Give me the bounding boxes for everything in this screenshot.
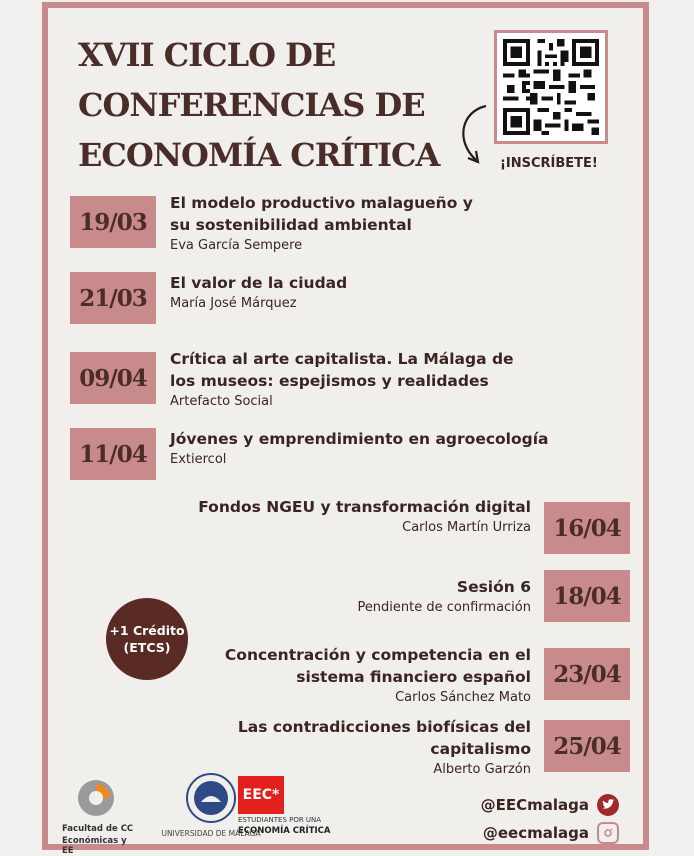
instagram-handle[interactable] — [483, 822, 619, 844]
university-seal-icon — [185, 772, 237, 824]
date-badge: 25/04 — [544, 720, 630, 772]
talk-speaker: Pendiente de confirmación — [357, 600, 531, 615]
talk-title: los museos: espejismos y realidades — [170, 372, 489, 390]
talk-title: Las contradicciones biofísicas del — [237, 718, 531, 736]
talk-item — [170, 272, 347, 313]
register-cta[interactable]: ¡INSCRÍBETE! — [500, 156, 598, 171]
qr-code[interactable] — [494, 30, 608, 144]
talk-speaker: Alberto Garzón — [433, 762, 531, 777]
talk-title: sistema financiero español — [296, 668, 531, 686]
talk-speaker: Extiercol — [170, 452, 227, 467]
talk-item — [238, 716, 531, 779]
talk-item — [170, 428, 549, 469]
date-badge: 09/04 — [70, 352, 156, 404]
talk-title: capitalismo — [430, 740, 531, 758]
talk-speaker: Artefacto Social — [170, 394, 273, 409]
curved-arrow-icon — [452, 100, 492, 170]
credit-badge — [106, 598, 188, 680]
faculty-mark-icon — [76, 778, 116, 818]
credit-label: +1 Crédito — [109, 623, 185, 638]
twitter-handle-text: @EECmalaga — [480, 796, 589, 814]
faculty-name: Facultad de CC — [62, 824, 134, 834]
talk-item — [225, 644, 531, 707]
poster-title — [78, 30, 438, 180]
talk-item — [170, 192, 473, 255]
title-line: ECONOMÍA CRÍTICA — [78, 136, 440, 174]
date-badge: 18/04 — [544, 570, 630, 622]
eec-mark: EEC* — [238, 776, 284, 814]
date-badge: 23/04 — [544, 648, 630, 700]
talk-speaker: María José Márquez — [170, 296, 297, 311]
twitter-handle[interactable] — [481, 794, 619, 816]
talk-speaker: Carlos Martín Urriza — [402, 520, 531, 535]
talk-item — [357, 576, 531, 617]
faculty-logo — [62, 778, 138, 856]
eec-logo — [238, 776, 331, 836]
talk-item — [198, 496, 531, 537]
eec-name: ESTUDIANTES POR UNA — [238, 816, 322, 824]
talk-title: El valor de la ciudad — [170, 274, 348, 292]
instagram-icon — [597, 822, 619, 844]
talk-title: su sostenibilidad ambiental — [170, 216, 412, 234]
talk-title: Crítica al arte capitalista. La Málaga de — [170, 350, 514, 368]
poster — [48, 8, 643, 856]
date-badge: 16/04 — [544, 502, 630, 554]
talk-title: Jóvenes y emprendimiento en agroecología — [170, 430, 549, 448]
date-badge: 19/03 — [70, 196, 156, 248]
poster-frame — [42, 2, 649, 856]
talk-title: Fondos NGEU y transformación digital — [198, 498, 531, 516]
title-line: XVII CICLO DE — [78, 36, 336, 74]
university-name: UNIVERSIDAD DE MÁLAGA — [161, 829, 261, 838]
date-badge: 21/03 — [70, 272, 156, 324]
title-line: CONFERENCIAS DE — [78, 86, 425, 124]
talk-title: El modelo productivo malagueño y — [170, 194, 473, 212]
talk-speaker: Eva García Sempere — [170, 238, 303, 253]
talk-item — [170, 348, 514, 411]
date-badge: 11/04 — [70, 428, 156, 480]
faculty-name: Económicas y EE — [62, 836, 127, 856]
talk-title: Sesión 6 — [456, 578, 531, 596]
instagram-handle-text: @eecmalaga — [482, 824, 589, 842]
twitter-icon — [597, 794, 619, 816]
talk-speaker: Carlos Sánchez Mato — [395, 690, 531, 705]
credit-unit: (ETCS) — [123, 640, 171, 655]
talk-title: Concentración y competencia en el — [224, 646, 531, 664]
eec-name: ECONOMÍA CRÍTICA — [238, 826, 331, 836]
